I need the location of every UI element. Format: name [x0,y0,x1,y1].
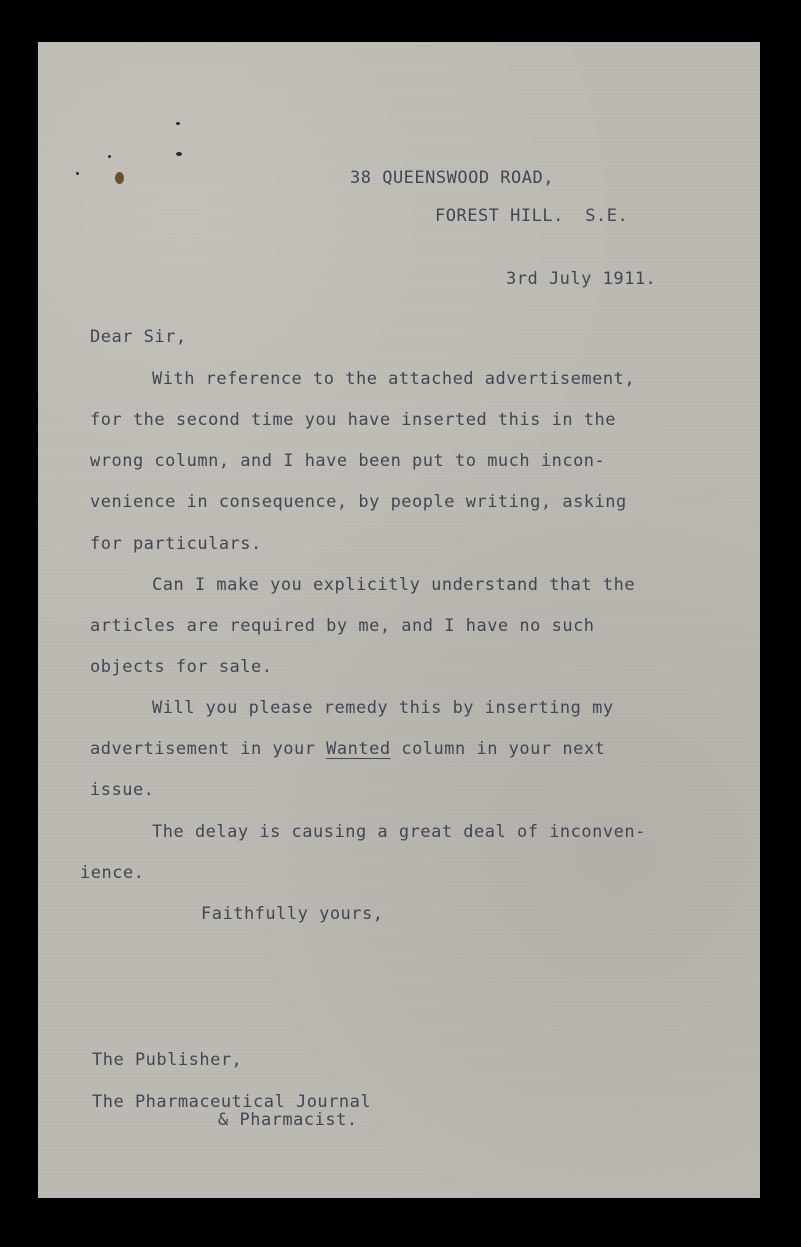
valediction: Faithfully yours, [201,904,384,924]
body-line: venience in consequence, by people writing, asking [90,492,627,512]
ink-spot [115,172,124,184]
salutation: Dear Sir, [90,327,187,347]
body-text: column in your next [390,739,606,759]
address-line-1: 38 QUEENSWOOD ROAD, [350,168,554,188]
address-line-2: FOREST HILL. S.E. [435,206,629,226]
letter-page [38,42,760,1198]
body-line: Will you please remedy this by inserting my [152,698,614,718]
recipient-line: The Publisher, [92,1050,243,1070]
recipient-line: The Pharmaceutical Journal [92,1092,372,1112]
ink-spot [76,172,79,175]
body-line: The delay is causing a great deal of inconven- [152,822,646,842]
body-line: articles are required by me, and I have no such [90,616,595,636]
wanted-underlined-word: Wanted [326,739,391,759]
ink-spot [176,122,180,125]
body-line: objects for sale. [90,657,273,677]
ink-spot [108,155,111,158]
body-line: Can I make you explicitly understand that the [152,575,636,595]
letter-date: 3rd July 1911. [506,269,657,289]
body-line: With reference to the attached advertisement, [152,369,636,389]
recipient-line: & Pharmacist. [218,1110,358,1130]
body-line-wanted [90,741,605,758]
body-line: for particulars. [90,534,262,554]
body-line: wrong column, and I have been put to much incon- [90,451,606,471]
body-text: advertisement in your [90,739,327,759]
body-line: issue. [90,780,155,800]
body-line: ience. [80,863,145,883]
ink-spot [176,152,182,156]
body-line: for the second time you have inserted this in the [90,410,617,430]
